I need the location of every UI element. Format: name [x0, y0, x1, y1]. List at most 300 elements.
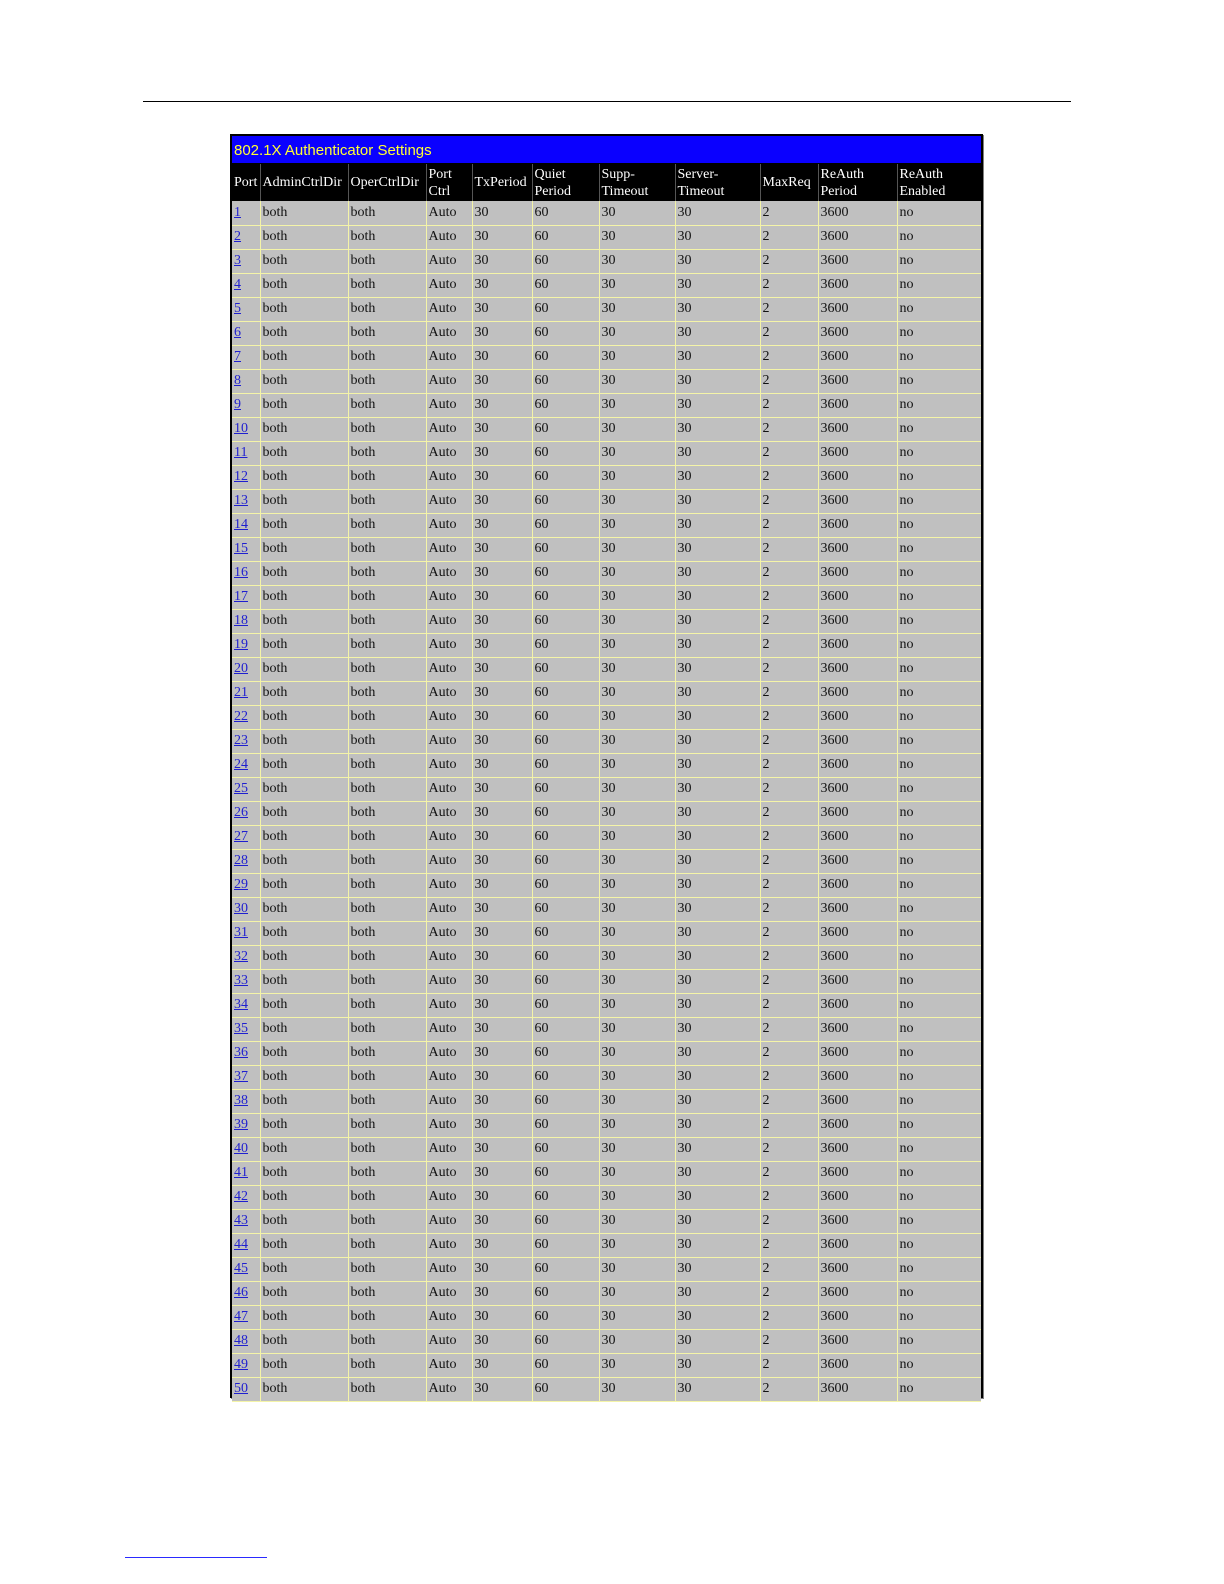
table-cell: no	[897, 489, 981, 513]
table-cell: 2	[760, 1305, 818, 1329]
table-row	[232, 561, 981, 585]
table-cell: both	[348, 513, 426, 537]
port-link[interactable]: 26	[234, 805, 248, 820]
table-cell: 3600	[818, 1113, 897, 1137]
table-cell: Auto	[426, 297, 472, 321]
table-cell: 2	[760, 1377, 818, 1401]
port-cell	[232, 489, 260, 513]
table-cell: 30	[675, 681, 760, 705]
table-cell: 2	[760, 1329, 818, 1353]
table-cell: 30	[675, 849, 760, 873]
port-link[interactable]: 46	[234, 1285, 248, 1300]
table-row	[232, 1305, 981, 1329]
table-cell: Auto	[426, 561, 472, 585]
table-cell: Auto	[426, 225, 472, 249]
table-cell: 30	[472, 513, 532, 537]
table-row	[232, 1017, 981, 1041]
table-cell: 30	[599, 1065, 675, 1089]
port-link[interactable]: 25	[234, 781, 248, 796]
table-cell: 30	[472, 1161, 532, 1185]
table-cell: 2	[760, 633, 818, 657]
table-cell: Auto	[426, 1161, 472, 1185]
table-cell: 30	[675, 657, 760, 681]
table-cell: 3600	[818, 321, 897, 345]
table-cell: 60	[532, 825, 599, 849]
table-cell: Auto	[426, 513, 472, 537]
port-link[interactable]: 3	[234, 253, 241, 268]
table-cell: 30	[472, 297, 532, 321]
table-cell: both	[348, 537, 426, 561]
table-cell: Auto	[426, 537, 472, 561]
table-cell: 3600	[818, 657, 897, 681]
table-cell: 30	[599, 705, 675, 729]
table-cell: 3600	[818, 1089, 897, 1113]
port-cell	[232, 681, 260, 705]
table-cell: 30	[472, 993, 532, 1017]
port-link[interactable]: 41	[234, 1165, 248, 1180]
table-row	[232, 753, 981, 777]
table-cell: 60	[532, 321, 599, 345]
table-cell: 60	[532, 849, 599, 873]
table-cell: no	[897, 297, 981, 321]
table-cell: 3600	[818, 1209, 897, 1233]
table-cell: Auto	[426, 1185, 472, 1209]
table-cell: both	[348, 249, 426, 273]
table-cell: 60	[532, 201, 599, 225]
table-cell: 30	[472, 969, 532, 993]
port-link[interactable]: 45	[234, 1261, 248, 1276]
table-cell: 30	[599, 1209, 675, 1233]
table-cell: 30	[599, 1185, 675, 1209]
table-row	[232, 465, 981, 489]
table-row	[232, 1089, 981, 1113]
table-row	[232, 945, 981, 969]
port-link[interactable]: 44	[234, 1237, 248, 1252]
table-cell: 2	[760, 1137, 818, 1161]
table-cell: 30	[675, 1065, 760, 1089]
table-cell: 30	[675, 1209, 760, 1233]
table-cell: Auto	[426, 369, 472, 393]
port-link[interactable]: 29	[234, 877, 248, 892]
port-link[interactable]: 14	[234, 517, 248, 532]
table-cell: both	[348, 753, 426, 777]
table-cell: 30	[472, 537, 532, 561]
table-cell: Auto	[426, 633, 472, 657]
table-cell: 3600	[818, 345, 897, 369]
table-row	[232, 1161, 981, 1185]
port-link[interactable]: 47	[234, 1309, 248, 1324]
table-cell: 60	[532, 681, 599, 705]
table-cell: both	[260, 201, 348, 225]
table-cell: 30	[675, 1305, 760, 1329]
port-cell	[232, 705, 260, 729]
table-cell: 3600	[818, 1185, 897, 1209]
table-cell: 2	[760, 1233, 818, 1257]
table-cell: both	[348, 633, 426, 657]
table-cell: both	[260, 1377, 348, 1401]
port-cell	[232, 1161, 260, 1185]
table-cell: 30	[599, 585, 675, 609]
table-cell: no	[897, 1113, 981, 1137]
table-cell: both	[348, 1257, 426, 1281]
table-row	[232, 921, 981, 945]
port-cell	[232, 585, 260, 609]
port-cell	[232, 993, 260, 1017]
table-cell: 60	[532, 1017, 599, 1041]
table-cell: 60	[532, 225, 599, 249]
table-cell: both	[260, 825, 348, 849]
table-row	[232, 1257, 981, 1281]
table-cell: Auto	[426, 1209, 472, 1233]
table-cell: Auto	[426, 1257, 472, 1281]
table-cell: 2	[760, 321, 818, 345]
port-cell	[232, 465, 260, 489]
table-cell: both	[348, 1017, 426, 1041]
table-cell: 30	[599, 441, 675, 465]
table-cell: 3600	[818, 1233, 897, 1257]
table-cell: 30	[675, 1161, 760, 1185]
port-link[interactable]: 39	[234, 1117, 248, 1132]
table-cell: 30	[472, 393, 532, 417]
table-cell: 3600	[818, 921, 897, 945]
table-cell: 30	[675, 513, 760, 537]
table-cell: 60	[532, 1353, 599, 1377]
table-cell: Auto	[426, 945, 472, 969]
table-cell: Auto	[426, 1017, 472, 1041]
table-cell: 30	[599, 1305, 675, 1329]
table-cell: 2	[760, 1017, 818, 1041]
table-row	[232, 489, 981, 513]
table-cell: no	[897, 369, 981, 393]
port-cell	[232, 825, 260, 849]
port-cell	[232, 369, 260, 393]
table-row	[232, 393, 981, 417]
table-cell: both	[260, 297, 348, 321]
table-cell: both	[348, 849, 426, 873]
table-cell: 30	[675, 201, 760, 225]
port-link[interactable]: 16	[234, 565, 248, 580]
port-link[interactable]: 27	[234, 829, 248, 844]
table-cell: 30	[599, 561, 675, 585]
column-header-8: MaxReq	[760, 164, 818, 201]
port-link[interactable]: 5	[234, 301, 241, 316]
port-link[interactable]: 9	[234, 397, 241, 412]
table-cell: both	[260, 873, 348, 897]
table-cell: 60	[532, 273, 599, 297]
table-cell: 3600	[818, 1281, 897, 1305]
table-cell: 30	[472, 1233, 532, 1257]
table-cell: Auto	[426, 705, 472, 729]
table-cell: Auto	[426, 1233, 472, 1257]
table-cell: 30	[675, 1233, 760, 1257]
table-cell: 30	[472, 201, 532, 225]
port-cell	[232, 561, 260, 585]
table-row	[232, 297, 981, 321]
table-cell: 60	[532, 897, 599, 921]
table-cell: Auto	[426, 897, 472, 921]
table-cell: 30	[675, 1017, 760, 1041]
table-cell: both	[260, 321, 348, 345]
table-cell: Auto	[426, 201, 472, 225]
port-link[interactable]: 20	[234, 661, 248, 676]
table-cell: both	[260, 681, 348, 705]
port-link[interactable]: 2	[234, 229, 241, 244]
table-cell: Auto	[426, 273, 472, 297]
port-link[interactable]: 38	[234, 1093, 248, 1108]
port-link[interactable]: 12	[234, 469, 248, 484]
table-cell: 30	[675, 1113, 760, 1137]
port-cell	[232, 1065, 260, 1089]
port-link[interactable]: 8	[234, 373, 241, 388]
table-cell: 30	[472, 1017, 532, 1041]
table-cell: 30	[472, 777, 532, 801]
port-link[interactable]: 40	[234, 1141, 248, 1156]
port-link[interactable]: 23	[234, 733, 248, 748]
table-cell: both	[260, 1065, 348, 1089]
table-cell: 60	[532, 729, 599, 753]
port-link[interactable]: 11	[234, 445, 248, 460]
table-cell: 2	[760, 969, 818, 993]
port-link[interactable]: 21	[234, 685, 248, 700]
port-link[interactable]: 19	[234, 637, 248, 652]
table-row	[232, 1137, 981, 1161]
port-cell	[232, 1041, 260, 1065]
table-cell: both	[260, 585, 348, 609]
table-cell: 2	[760, 513, 818, 537]
table-cell: 3600	[818, 561, 897, 585]
port-link[interactable]: 43	[234, 1213, 248, 1228]
port-link[interactable]: 33	[234, 973, 248, 988]
port-link[interactable]: 42	[234, 1189, 248, 1204]
table-cell: both	[348, 465, 426, 489]
column-header-0: Port	[232, 164, 260, 201]
table-cell: both	[348, 561, 426, 585]
table-row	[232, 1209, 981, 1233]
table-cell: both	[348, 1305, 426, 1329]
table-cell: Auto	[426, 585, 472, 609]
table-cell: Auto	[426, 825, 472, 849]
table-cell: 30	[675, 345, 760, 369]
port-link[interactable]: 35	[234, 1021, 248, 1036]
table-cell: 3600	[818, 273, 897, 297]
port-link[interactable]: 36	[234, 1045, 248, 1060]
table-row	[232, 1113, 981, 1137]
port-cell	[232, 537, 260, 561]
table-cell: 30	[472, 1065, 532, 1089]
table-cell: no	[897, 465, 981, 489]
port-link[interactable]: 31	[234, 925, 248, 940]
port-link[interactable]: 50	[234, 1381, 248, 1396]
table-cell: 30	[599, 345, 675, 369]
port-cell	[232, 945, 260, 969]
port-link[interactable]: 17	[234, 589, 248, 604]
table-cell: 2	[760, 801, 818, 825]
port-cell	[232, 609, 260, 633]
table-cell: Auto	[426, 993, 472, 1017]
table-cell: 2	[760, 609, 818, 633]
table-cell: 30	[599, 897, 675, 921]
table-cell: both	[260, 489, 348, 513]
table-cell: 30	[675, 1329, 760, 1353]
port-cell	[232, 225, 260, 249]
table-cell: 30	[675, 249, 760, 273]
table-cell: 30	[675, 1089, 760, 1113]
table-cell: 30	[675, 537, 760, 561]
table-cell: both	[348, 489, 426, 513]
page-header-rule	[143, 101, 1071, 102]
table-cell: no	[897, 1209, 981, 1233]
table-cell: no	[897, 633, 981, 657]
table-cell: both	[348, 1377, 426, 1401]
table-cell: 60	[532, 345, 599, 369]
table-cell: 2	[760, 417, 818, 441]
table-cell: Auto	[426, 1065, 472, 1089]
port-link[interactable]: 49	[234, 1357, 248, 1372]
table-row	[232, 1041, 981, 1065]
table-cell: 30	[675, 1377, 760, 1401]
table-row	[232, 1185, 981, 1209]
table-cell: no	[897, 1161, 981, 1185]
table-cell: 30	[675, 993, 760, 1017]
table-cell: 30	[472, 249, 532, 273]
port-link[interactable]: 34	[234, 997, 248, 1012]
port-link[interactable]: 18	[234, 613, 248, 628]
table-cell: Auto	[426, 417, 472, 441]
table-cell: 2	[760, 201, 818, 225]
table-cell: 3600	[818, 249, 897, 273]
table-cell: both	[260, 1329, 348, 1353]
table-cell: both	[260, 273, 348, 297]
table-cell: both	[348, 873, 426, 897]
table-cell: 30	[675, 273, 760, 297]
table-cell: 60	[532, 657, 599, 681]
table-cell: 2	[760, 945, 818, 969]
table-cell: 30	[599, 1257, 675, 1281]
port-link[interactable]: 7	[234, 349, 241, 364]
port-cell	[232, 417, 260, 441]
table-cell: 30	[472, 657, 532, 681]
table-cell: Auto	[426, 753, 472, 777]
table-cell: 30	[472, 489, 532, 513]
column-header-1: AdminCtrlDir	[260, 164, 348, 201]
table-cell: Auto	[426, 249, 472, 273]
port-cell	[232, 1377, 260, 1401]
table-cell: Auto	[426, 1329, 472, 1353]
table-cell: 30	[599, 945, 675, 969]
table-cell: 30	[599, 249, 675, 273]
table-cell: 2	[760, 1161, 818, 1185]
table-cell: 30	[599, 1113, 675, 1137]
table-cell: 30	[599, 993, 675, 1017]
port-link[interactable]: 48	[234, 1333, 248, 1348]
table-cell: 30	[599, 537, 675, 561]
port-cell	[232, 249, 260, 273]
port-link[interactable]: 22	[234, 709, 248, 724]
table-cell: 30	[675, 1257, 760, 1281]
table-cell: 30	[472, 1305, 532, 1329]
table-cell: both	[348, 321, 426, 345]
port-cell	[232, 897, 260, 921]
table-cell: 2	[760, 441, 818, 465]
table-cell: 30	[599, 273, 675, 297]
table-cell: both	[348, 705, 426, 729]
table-cell: no	[897, 1353, 981, 1377]
table-cell: 30	[472, 345, 532, 369]
table-cell: 30	[599, 657, 675, 681]
table-cell: 30	[675, 225, 760, 249]
table-cell: 2	[760, 225, 818, 249]
port-link[interactable]: 24	[234, 757, 248, 772]
table-cell: both	[260, 777, 348, 801]
panel-title: 802.1X Authenticator Settings	[232, 136, 981, 164]
table-cell: Auto	[426, 1305, 472, 1329]
port-link[interactable]: 1	[234, 204, 241, 220]
table-cell: both	[348, 417, 426, 441]
port-link[interactable]: 37	[234, 1069, 248, 1084]
table-cell: 60	[532, 1377, 599, 1401]
table-cell: both	[348, 777, 426, 801]
table-cell: no	[897, 1065, 981, 1089]
port-link[interactable]: 28	[234, 853, 248, 868]
table-cell: 60	[532, 513, 599, 537]
table-cell: 30	[599, 753, 675, 777]
table-cell: 2	[760, 1185, 818, 1209]
table-cell: Auto	[426, 489, 472, 513]
table-cell: 3600	[818, 465, 897, 489]
port-link[interactable]: 13	[234, 493, 248, 508]
port-cell	[232, 273, 260, 297]
table-cell: both	[260, 897, 348, 921]
table-cell: 3600	[818, 201, 897, 225]
port-link[interactable]: 4	[234, 277, 241, 292]
table-row	[232, 825, 981, 849]
table-row	[232, 993, 981, 1017]
table-cell: 30	[599, 609, 675, 633]
table-cell: no	[897, 417, 981, 441]
port-link[interactable]: 30	[234, 901, 248, 916]
table-cell: 2	[760, 297, 818, 321]
table-cell: both	[348, 681, 426, 705]
table-cell: Auto	[426, 1137, 472, 1161]
table-cell: 30	[472, 1113, 532, 1137]
table-cell: no	[897, 537, 981, 561]
port-link[interactable]: 15	[234, 541, 248, 556]
table-cell: 30	[599, 1329, 675, 1353]
table-cell: 30	[675, 969, 760, 993]
table-cell: 30	[675, 369, 760, 393]
table-cell: 60	[532, 609, 599, 633]
table-cell: 30	[599, 201, 675, 225]
port-link[interactable]: 6	[234, 325, 241, 340]
port-link[interactable]: 10	[234, 421, 248, 436]
table-row	[232, 537, 981, 561]
table-row	[232, 657, 981, 681]
table-cell: 3600	[818, 873, 897, 897]
table-cell: 30	[472, 825, 532, 849]
table-cell: 60	[532, 537, 599, 561]
table-cell: 3600	[818, 225, 897, 249]
table-cell: Auto	[426, 393, 472, 417]
table-cell: 30	[675, 585, 760, 609]
table-cell: 30	[675, 945, 760, 969]
table-cell: 2	[760, 1113, 818, 1137]
table-cell: 30	[599, 1041, 675, 1065]
port-link[interactable]: 32	[234, 949, 248, 964]
table-cell: 30	[472, 1257, 532, 1281]
table-cell: 60	[532, 489, 599, 513]
table-cell: both	[260, 441, 348, 465]
table-cell: no	[897, 801, 981, 825]
